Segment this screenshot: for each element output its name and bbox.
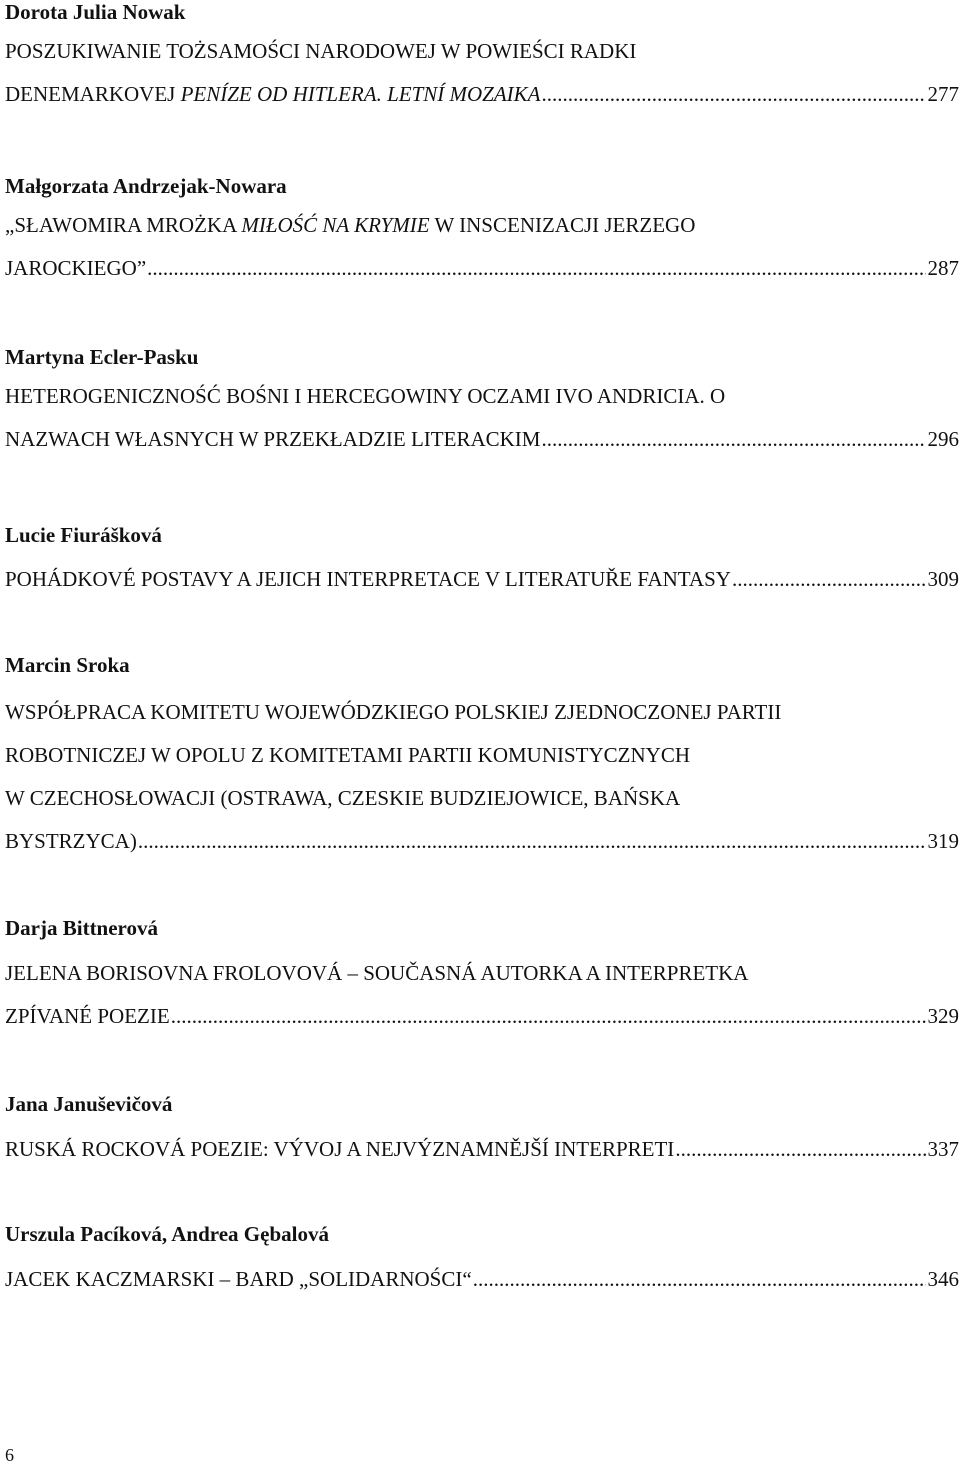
toc-title-line <box>5 247 959 290</box>
toc-entry <box>5 174 959 290</box>
toc-title-line: HETEROGENICZNOŚĆ BOŚNI I HERCEGOWINY OCZAMI IVO ANDRICIA. O <box>5 384 726 408</box>
toc-title-line <box>5 204 959 247</box>
toc-author: Lucie Fiurášková <box>5 523 162 547</box>
toc-leader-dots <box>542 73 926 116</box>
toc-entry <box>5 653 959 863</box>
toc-title-text: JACEK KACZMARSKI – BARD „SOLIDARNOŚCI“ <box>5 1267 472 1291</box>
toc-page-number: 319 <box>927 829 959 853</box>
toc-title-text: JAROCKIEGO” <box>5 256 147 280</box>
toc-page-number: 309 <box>927 567 959 591</box>
toc-title-line: POSZUKIWANIE TOŻSAMOŚCI NARODOWEJ W POWIEŚCI RADKI <box>5 39 637 63</box>
toc-leader-dots <box>473 1258 926 1301</box>
toc-author: Martyna Ecler-Pasku <box>5 345 199 369</box>
toc-entry <box>5 1092 959 1171</box>
toc-entry <box>5 345 959 461</box>
toc-title-text: DENEMARKOVEJ <box>5 82 181 106</box>
page-number-footer: 6 <box>5 1445 14 1465</box>
toc-page-number: 346 <box>927 1267 959 1291</box>
toc-title-text: ZPÍVANÉ POEZIE <box>5 1004 170 1028</box>
toc-title-line <box>5 558 959 601</box>
toc-title-text: „SŁAWOMIRA MROŻKA <box>5 213 242 237</box>
toc-entry <box>5 1222 959 1301</box>
toc-leader-dots <box>138 820 926 863</box>
toc-title-text: NAZWACH WŁASNYCH W PRZEKŁADZIE LITERACKIM <box>5 427 541 451</box>
toc-author: Małgorzata Andrzejak-Nowara <box>5 174 287 198</box>
toc-leader-dots <box>675 1128 925 1171</box>
toc-page-number: 287 <box>927 256 959 280</box>
toc-leader-dots <box>732 558 926 601</box>
toc-title-text: RUSKÁ ROCKOVÁ POEZIE: VÝVOJ A NEJVÝZNAMNĚJŠÍ INTERPRETI <box>5 1137 675 1161</box>
toc-author: Dorota Julia Nowak <box>5 0 186 24</box>
toc-title-italic: MIŁOŚĆ NA KRYMIE <box>241 213 430 237</box>
toc-title-line <box>5 73 959 116</box>
toc-title-line: ROBOTNICZEJ W OPOLU Z KOMITETAMI PARTII KOMUNISTYCZNYCH <box>5 743 691 767</box>
toc-title-text: W INSCENIZACJI JERZEGO <box>429 213 696 237</box>
toc-title-line <box>5 995 959 1038</box>
toc-title-text: BYSTRZYCA) <box>5 829 137 853</box>
toc-author: Darja Bittnerová <box>5 916 158 940</box>
toc-title-line <box>5 418 959 461</box>
toc-author: Marcin Sroka <box>5 653 130 677</box>
toc-leader-dots <box>541 418 925 461</box>
toc-author: Urszula Pacíková, Andrea Gębalová <box>5 1222 329 1246</box>
toc-title-line: W CZECHOSŁOWACJI (OSTRAWA, CZESKIE BUDZIEJOWICE, BAŃSKA <box>5 786 681 810</box>
toc-leader-dots <box>147 247 925 290</box>
toc-title-line: WSPÓŁPRACA KOMITETU WOJEWÓDZKIEGO POLSKIEJ ZJEDNOCZONEJ PARTII <box>5 700 782 724</box>
toc-entry <box>5 523 959 601</box>
toc-title-text: POHÁDKOVÉ POSTAVY A JEJICH INTERPRETACE V LITERATUŘE FANTASY <box>5 567 731 591</box>
toc-author: Jana Januševičová <box>5 1092 173 1116</box>
toc-leader-dots <box>171 995 926 1038</box>
toc-page-number: 329 <box>927 1004 959 1028</box>
toc-entry <box>5 0 959 116</box>
toc-title-italic: PENÍZE OD HITLERA. LETNÍ MOZAIKA <box>180 82 541 106</box>
toc-page-number: 337 <box>927 1137 959 1161</box>
toc-title-line <box>5 1128 959 1171</box>
toc-title-line: JELENA BORISOVNA FROLOVOVÁ – SOUČASNÁ AUTORKA A INTERPRETKA <box>5 961 749 985</box>
toc-entry <box>5 916 959 1038</box>
toc-page-number: 277 <box>927 82 959 106</box>
toc-page-number: 296 <box>927 427 959 451</box>
toc-title-line <box>5 1258 959 1301</box>
toc-title-line <box>5 820 959 863</box>
